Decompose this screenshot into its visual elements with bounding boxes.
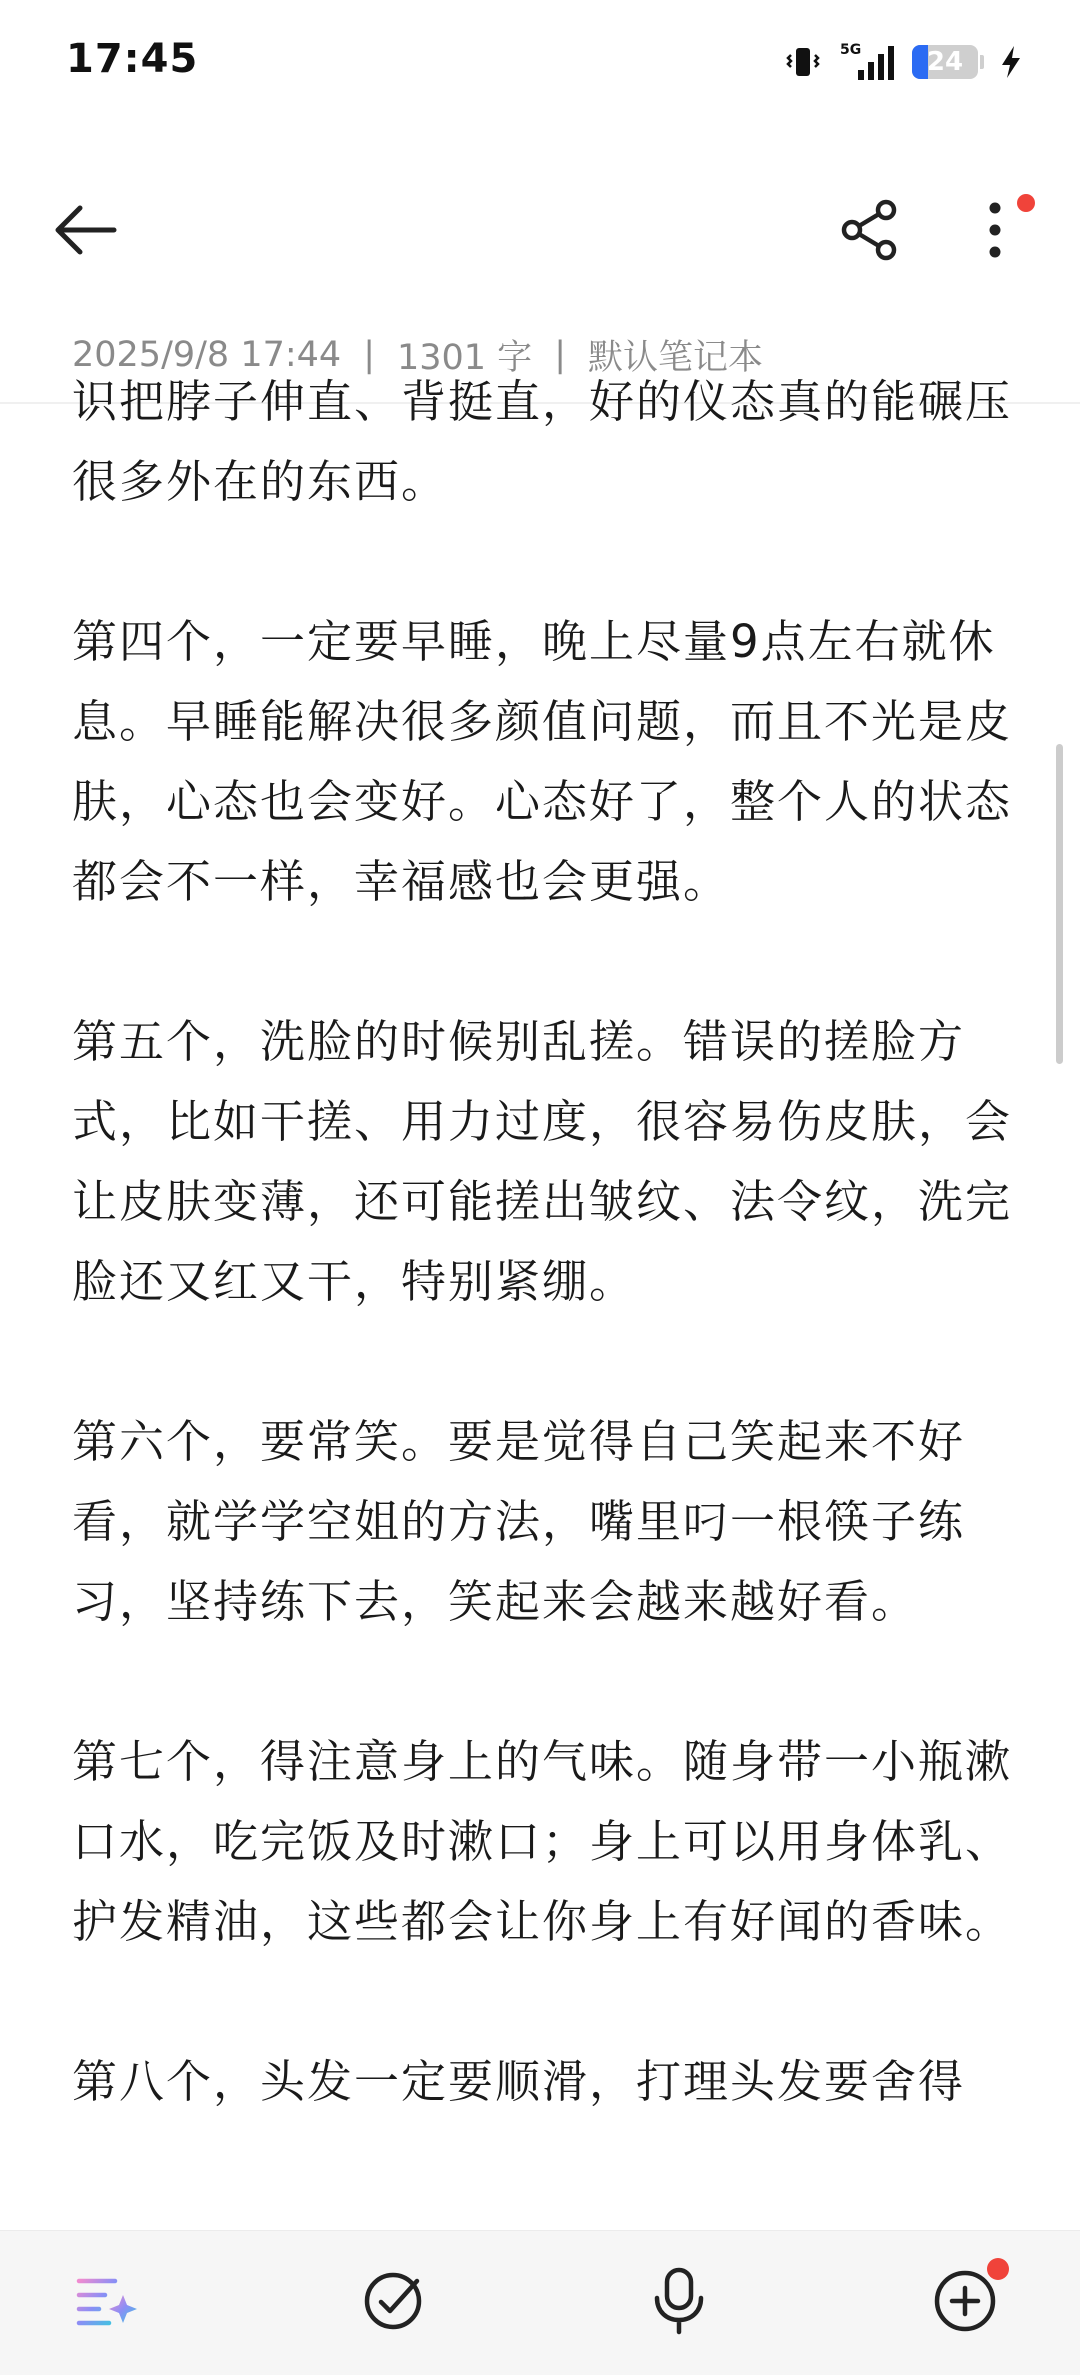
status-icons <box>784 40 1024 84</box>
svg-text:5G: 5G <box>840 42 862 58</box>
signal-icon <box>836 40 898 84</box>
paragraph[interactable]: 第五个，洗脸的时候别乱搓。错误的搓脸方式，比如干搓、用力过度，很容易伤皮肤，会让皮肤变薄，还可能搓出皱纹、法令纹，洗完脸还又红又干，特别紧绷。 <box>72 1015 1013 1308</box>
arrow-left-icon <box>50 202 120 258</box>
top-toolbar <box>0 170 1080 290</box>
note-content[interactable] <box>0 375 1080 2230</box>
notebook-name[interactable]: 默认笔记本 <box>587 338 763 378</box>
battery-cap <box>980 55 984 69</box>
bottom-toolbar <box>0 2230 1080 2375</box>
ai-writing-button[interactable] <box>52 2251 162 2351</box>
meta-separator: | <box>554 335 566 375</box>
share-icon <box>838 198 902 262</box>
paragraph[interactable]: 第四个，一定要早睡，晚上尽量9点左右就休息。早睡能解决很多颜值问题，而且不光是皮肤，心态也会变好。心态好了，整个人的状态都会不一样，幸福感也会更强。 <box>72 615 1013 908</box>
word-count: 1301 字 <box>396 338 533 378</box>
paragraph[interactable]: 第八个，头发一定要顺滑，打理头发要舍得 <box>72 2055 966 2108</box>
back-button[interactable] <box>40 190 130 270</box>
notification-dot <box>1017 194 1035 212</box>
status-time: 17:45 <box>66 36 199 82</box>
status-bar <box>0 0 1080 120</box>
paragraph[interactable]: 第六个，要常笑。要是觉得自己笑起来不好看，就学学空姐的方法，嘴里叼一根筷子练习，坚持练下去，笑起来会越来越好看。 <box>72 1415 966 1628</box>
checklist-button[interactable] <box>338 2251 448 2351</box>
meta-separator: | <box>363 335 375 375</box>
vibrate-icon <box>784 42 822 82</box>
paragraph[interactable]: 第七个，得注意身上的气味。随身带一小瓶漱口水，吃完饭及时漱口；身上可以用身体乳、护发精油，这些都会让你身上有好闻的香味。 <box>72 1735 1013 1948</box>
notification-dot <box>987 2258 1009 2280</box>
add-button[interactable] <box>910 2251 1020 2351</box>
charging-icon <box>998 42 1024 82</box>
note-body[interactable] <box>72 362 1012 2202</box>
paragraph[interactable]: 识把脖子伸直、背挺直，好的仪态真的能碾压很多外在的东西。 <box>72 375 1013 508</box>
more-vertical-icon <box>985 198 1005 262</box>
checklist-icon <box>361 2269 425 2333</box>
microphone-icon <box>651 2266 707 2336</box>
ai-writing-icon <box>75 2273 139 2329</box>
share-button[interactable] <box>820 190 920 270</box>
battery-indicator <box>912 45 978 79</box>
more-options-button[interactable] <box>950 190 1040 270</box>
battery-level: 24 <box>926 47 964 77</box>
scrollbar[interactable] <box>1056 744 1063 1064</box>
note-datetime: 2025/9/8 17:44 <box>72 335 342 375</box>
voice-input-button[interactable] <box>624 2251 734 2351</box>
